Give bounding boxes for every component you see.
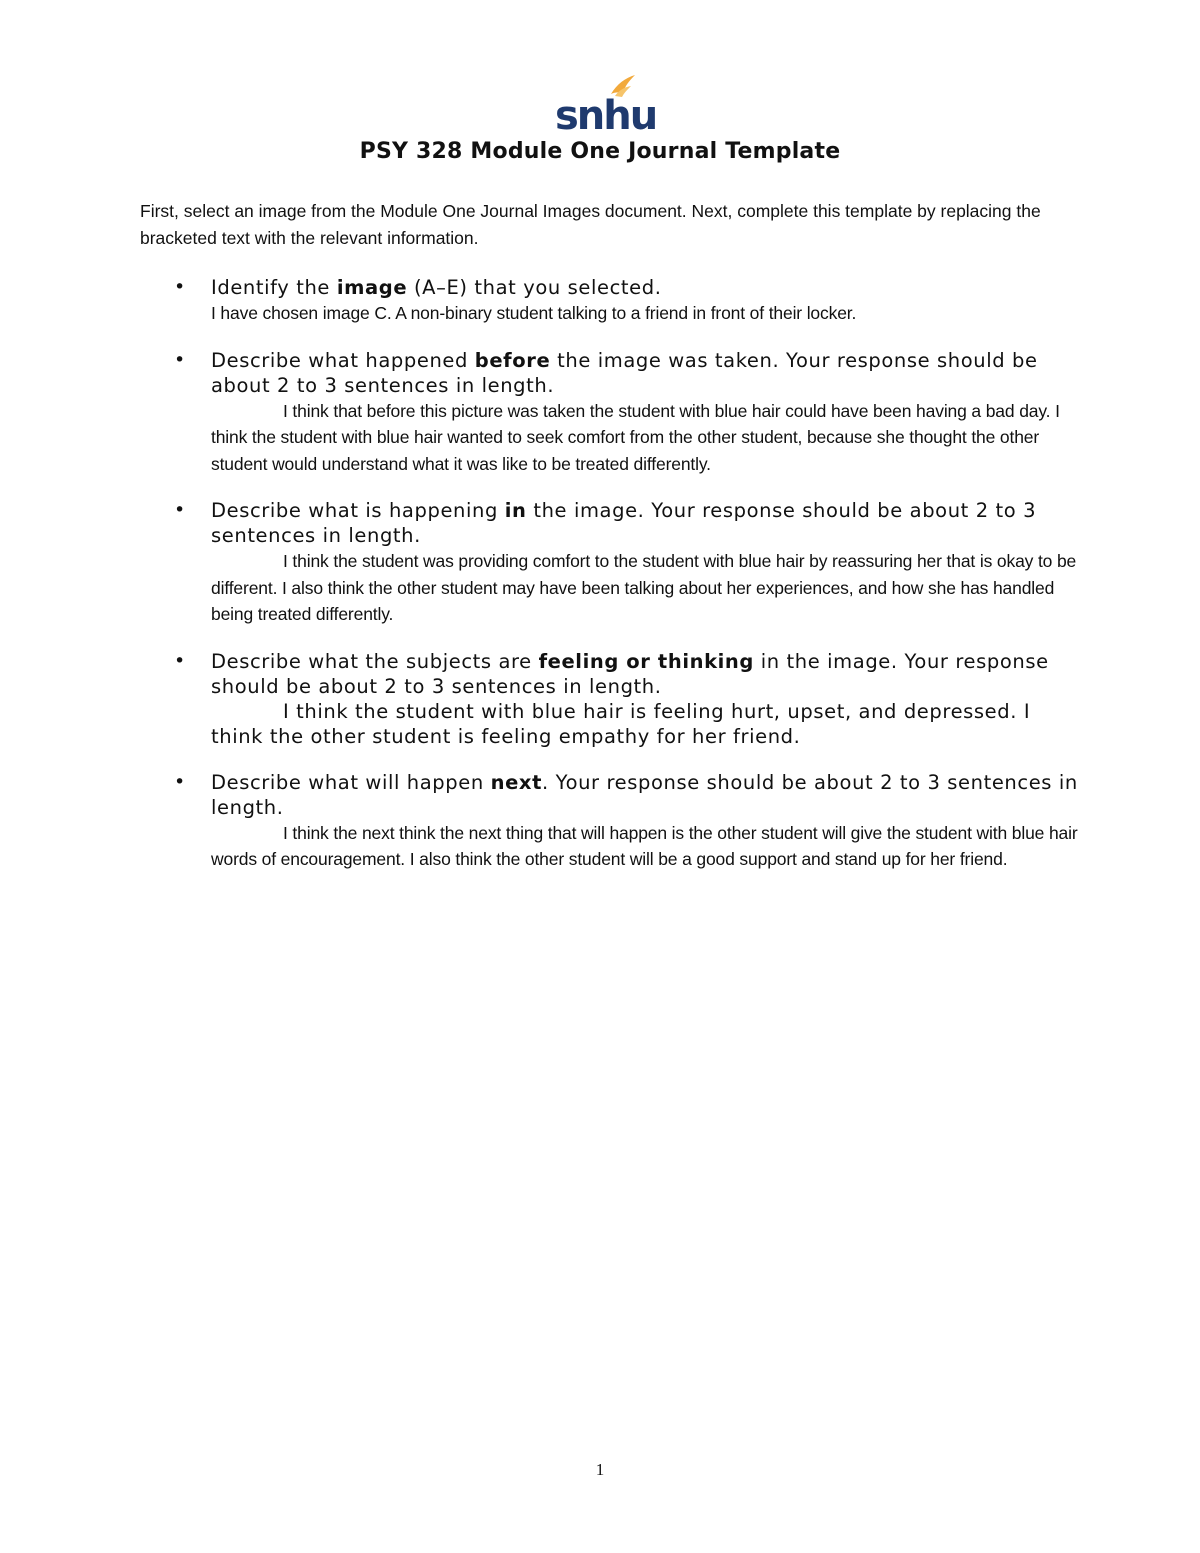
prompt-answer: I think that before this picture was taken the student with blue hair could have been having a bad day. I think the student with blue hair wanted to seek comfort from the other student, because she thought the other student would understand what it was like to be treated differently. bbox=[211, 400, 1060, 474]
page-number: 1 bbox=[595, 1460, 605, 1479]
list-item bbox=[0, 498, 1081, 628]
list-item bbox=[0, 275, 1081, 327]
prompt-answer: I think the student with blue hair is feeling hurt, upset, and depressed. I think the other student is feeling empathy for her friend. bbox=[211, 699, 1031, 748]
prompt-question: Identify the image (A–E) that you selected. bbox=[211, 276, 662, 299]
svg-text:snhu: snhu bbox=[555, 93, 657, 139]
prompt-answer: I have chosen image C. A non-binary student talking to a friend in front of their locker. bbox=[211, 303, 857, 323]
bullet-icon: • bbox=[174, 499, 186, 521]
bullet-icon: • bbox=[174, 276, 186, 298]
snhu-logo bbox=[555, 74, 657, 139]
bullet-icon: • bbox=[174, 649, 186, 672]
prompt-list bbox=[0, 275, 1200, 894]
prompt-answer: I think the student was providing comfort to the student with blue hair by reassuring her that is okay to be different. I also think the other student may have been talking about her experiences, and how she has handled being treated differently. bbox=[211, 551, 1077, 624]
prompt-question: Describe what will happen next. Your response should be about 2 to 3 sentences in length. bbox=[211, 770, 1078, 819]
bullet-icon: • bbox=[174, 348, 186, 371]
list-item bbox=[0, 649, 1081, 749]
prompt-question: Describe what is happening in the image. Your response should be about 2 to 3 sentences in length. bbox=[211, 499, 1037, 547]
page-title: PSY 328 Module One Journal Template bbox=[359, 139, 841, 164]
bullet-icon: • bbox=[174, 770, 186, 793]
snhu-logo-graphic bbox=[555, 74, 657, 139]
prompt-question: Describe what happened before the image was taken. Your response should be about 2 to 3 sentences in length. bbox=[211, 348, 1038, 397]
prompt-question: Describe what the subjects are feeling or thinking in the image. Your response should be about 2 to 3 sentences in length. bbox=[211, 649, 1049, 698]
intro-paragraph: First, select an image from the Module One Journal Images document. Next, complete this template by replacing the bracketed text with the relevant information. bbox=[140, 201, 1041, 248]
list-item bbox=[0, 770, 1081, 873]
list-item bbox=[0, 348, 1081, 478]
prompt-answer: I think the next think the next thing that will happen is the other student will give the student with blue hair words of encouragement. I also think the other student will be a good support and stand up for her friend. bbox=[211, 822, 1078, 869]
